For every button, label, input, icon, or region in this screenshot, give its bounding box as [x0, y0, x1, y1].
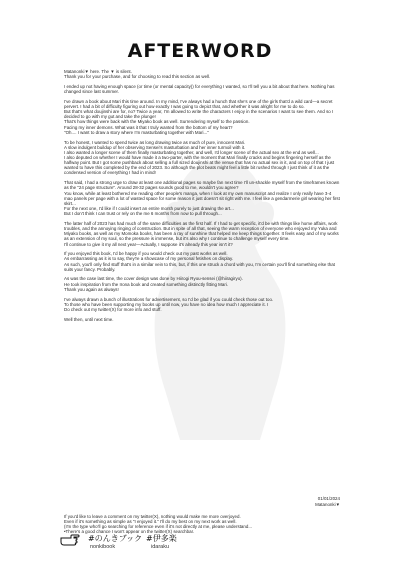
paragraph-illustrations: I've always drawn a bunch of illustrations for advertisement, so I'd be glad if you could check those out too. To those who have been supporting my books up until now, you have no idea how much I appreciate it. I Do check out my twitter(X) for more info and stuff. — [64, 296, 274, 312]
paragraph-farewell: Well then, until next time. — [64, 316, 114, 322]
hashtag-nonkibook-label: nonkibook — [90, 544, 116, 550]
postscript-line: Even if it's something as simple as "I enjoyed it." I'll do my best on my next work as well. — [64, 519, 237, 525]
hashtag-idaraku[interactable]: #伊多楽 — [146, 534, 177, 543]
hashtag-footer — [60, 533, 260, 553]
postscript-line: If you'd like to leave a comment on my twitter(X), nothing would make me more overjoyed. — [64, 514, 241, 519]
pointing-hand-icon — [60, 534, 80, 546]
paragraph-space: I ended up not having enough space (or time (or mental capacity)) for everything I wanted, so I'll tell you a bit about that here. Nothing has changed since last summer. — [64, 83, 335, 95]
paragraph-cover: As was the case last time, the cover design was done by Hiirogi Ryou-sensei (@hiiragiryo). He took inspiration from the Irona book and created something distinctly fitting Mari. Thank you again as always! — [64, 276, 243, 292]
paragraph-mari: I've drawn a book about Mari this time around. In my mind, I've always had a hunch that she's one of the girls that'd a wild card—a secret pervert. I had a bit of difficulty figuring out how exactly I was going to depict that, and whether it was alright for me to do so. But that's what doujinshi are for, no? Twice a year, I'm allowed to write the characters I enjoy in the scenarios I want to see them. And so I decided to go with my gut and take the plunge! That's how things were back with the Miyako book as well. Surrendering myself to the passion. Facing my inner demons. What was it that I truly wanted from the bottom of my heart? "Oh.... I want to draw a story where I'm masturbating together with Mari..." — [64, 98, 334, 135]
paragraph-greeting: Matanonki▼ here. The ▼ is silent. Thank you for your purchase, and for choosing to read this section as well. — [64, 69, 211, 80]
postscript-line: •There's a good chance I won't appear on the twitter(X) searchbar. — [64, 529, 195, 535]
signoff-author: Matanonki▼ — [315, 501, 340, 507]
paragraph-honest: To be honest, I wanted to spend twice as long drawing twice as much of pure, innocent Mari. A slow indulgent buildup of her observing Sensei's masturbation and her inner turmoil with it. I also wanted a longer scene of them finally masturbating together, and well, I'd longer scene of the actual sex at the end as well... I also deputed on whether I would have made it a two-parter, with the moment that Mari finally cracks and begins fingering herself as the halfway point. But I got some pushback about selling a full sized doujinshi at the venue that has no actual sex in it, and on top of that I just wanted to have this completed by the end of 2023. So although the plot beats might feel a little bit rushed through I just think of it as the condensed version of everything I had in mind! — [64, 139, 335, 176]
signoff-date: 01/01/2024 — [317, 496, 340, 501]
paragraph-past-works: If you enjoyed this book, I'd be happy if you would check out my past works as well. As embarrassing as it is to say, they're a showcase of my personal fetishes on display. As such, you'll only find stuff that's in a similar vein to this, but, if this one struck a chord with you, I'm certain you'll find something else that suits your fancy. Probably. — [64, 251, 335, 272]
hashtag-nonkibook[interactable]: #のんきブック — [88, 534, 143, 543]
postscript — [64, 514, 340, 535]
page-title: AFTERWORD — [127, 40, 273, 62]
hashtag-idaraku-label: idaraku — [151, 544, 170, 550]
afterword-body — [64, 69, 340, 326]
postscript-line: (I'm the type who'll go searching for reference even if it's not directly at me, please understand... — [64, 524, 253, 530]
paragraph-2023: The latter half of 2023 has had much of the same difficulties as the first half. If I had to get specific, it'd be with things like home affairs, work troubles, and the annoying ringing of construction. But in spite of all that, seeing the warm reception of everyone who enjoyed my Yuka and Miyako books, as well as my Momoka books, has been a ray of sunshine that helped me keep things together. It feels easy and of my works as an extension of my soul, so the pressure is immense, but it's also why I continue to challenge myself every time. I'll continue to give it my all next year—Actually, I suppose it's already this year isn't it? — [64, 220, 339, 247]
paragraph-pages: That said, I had a strong urge to draw at least one additional pages so maybe fan next time I'll un-shackle myself from the timeframes known as the "24 page structure". Around 28-32 pages sounds good to me, wouldn't you agree? You know, while at least bothered me reading other people's manga, when I look at my own manuscript and realize I only really have 3-4 mao panels per page with a lot of wasted space for some reason it just doesn't sit right with me. I feel like a gendarmerie girl wearing her first skirt... For the next one, I'd like if I could insert an entire month purely to just drawing the art... But I don't think I can trust or rely on the me 6 months from now to pull through... — [64, 180, 340, 217]
